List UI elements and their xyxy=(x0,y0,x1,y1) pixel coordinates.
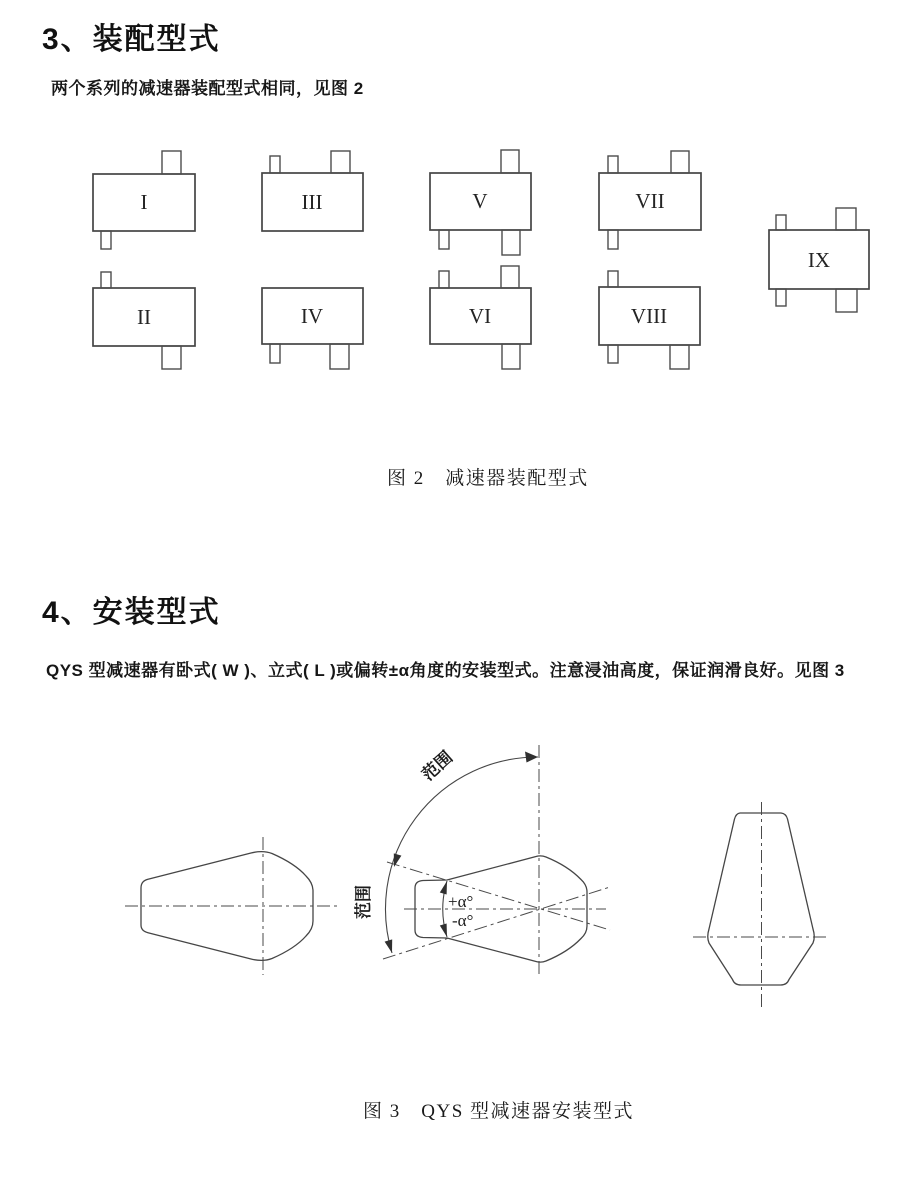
assembly-box-label: IV xyxy=(300,304,324,328)
assembly-box-label: III xyxy=(301,190,323,214)
shaft-tab-large xyxy=(502,230,520,255)
minus-alpha-label: -α° xyxy=(452,911,474,930)
horizontal-mount-view xyxy=(125,837,338,975)
shaft-tab-small xyxy=(101,231,111,249)
assembly-box-III xyxy=(262,151,363,231)
shaft-tab-large xyxy=(836,289,857,312)
shaft-tab-large xyxy=(836,208,856,230)
shaft-tab-small xyxy=(270,344,280,363)
assembly-box-VI xyxy=(430,266,531,369)
shaft-tab-large xyxy=(501,266,519,288)
assembly-box-label: VIII xyxy=(630,304,668,328)
shaft-tab-large xyxy=(162,346,181,369)
assembly-box-label: I xyxy=(140,190,148,214)
shaft-tab-small xyxy=(439,271,449,288)
tilt-line-upper xyxy=(387,862,610,930)
shaft-tab-small xyxy=(776,289,786,306)
figure2-assembly-diagram xyxy=(0,140,920,380)
shaft-tab-large xyxy=(331,151,350,173)
arrowhead xyxy=(440,881,447,895)
assembly-box-label: VI xyxy=(468,304,492,328)
arrowhead xyxy=(385,939,393,953)
shaft-tab-small xyxy=(608,230,618,249)
assembly-box-label: II xyxy=(137,305,151,329)
figure2-caption: 图 2 减速器装配型式 xyxy=(387,468,589,489)
section3-paragraph: 两个系列的减速器装配型式相同，见图 2 xyxy=(51,79,364,98)
shaft-tab-small xyxy=(439,230,449,249)
range-label-left: 范围 xyxy=(354,885,373,919)
assembly-box-VIII xyxy=(599,271,700,369)
shaft-tab-small xyxy=(101,272,111,288)
assembly-box-label: VII xyxy=(635,189,665,213)
figure3-caption: 图 3 QYS 型减速器安装型式 xyxy=(363,1101,635,1122)
range-label-top: 范围 xyxy=(418,747,457,785)
arrowhead xyxy=(440,924,447,938)
shaft-tab-large xyxy=(671,151,689,173)
plus-alpha-label: +α° xyxy=(448,892,474,911)
section3-heading: 3、装配型式 xyxy=(42,23,221,56)
shaft-tab-small xyxy=(608,345,618,363)
shaft-tab-small xyxy=(270,156,280,173)
shaft-tab-small xyxy=(608,156,618,173)
shaft-tab-large xyxy=(502,344,520,369)
tilt-line-lower xyxy=(383,887,610,959)
shaft-tab-large xyxy=(501,150,519,173)
section4-heading: 4、安装型式 xyxy=(42,596,221,629)
shaft-tab-large xyxy=(670,345,689,369)
shaft-tab-large xyxy=(162,151,181,174)
shaft-tab-large xyxy=(330,344,349,369)
section4-paragraph: QYS 型减速器有卧式( W )、立式( L )或偏转±α角度的安装型式。注意浸油高度，保证润滑良好。见图 3 xyxy=(46,661,845,680)
assembly-box-V xyxy=(430,150,531,255)
vertical-mount-view xyxy=(693,802,830,1011)
assembly-box-IX xyxy=(769,208,869,312)
assembly-box-label: V xyxy=(472,189,488,213)
assembly-box-VII xyxy=(599,151,701,249)
assembly-box-IV xyxy=(262,288,363,369)
tilt-range-view xyxy=(354,745,610,977)
arrowhead xyxy=(525,752,538,763)
assembly-box-label: IX xyxy=(807,248,831,272)
assembly-box-II xyxy=(93,272,195,369)
assembly-box-I xyxy=(93,151,195,249)
shaft-tab-small xyxy=(608,271,618,287)
figure3-installation-diagram xyxy=(0,730,920,1060)
shaft-tab-small xyxy=(776,215,786,230)
